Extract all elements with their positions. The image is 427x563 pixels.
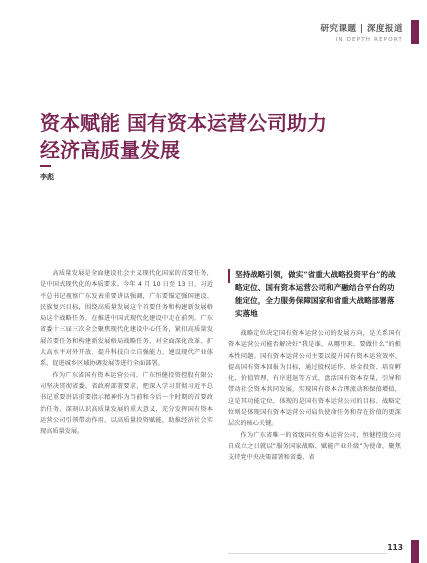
pull-quote-bar	[228, 269, 230, 283]
header-accent-bar	[411, 20, 419, 44]
body-paragraph-1: 高质量发展是全面建设社会主义现代化国家的首要任务，是中国式现代化的本质要求。今年 4 月 10 日至 13 日，习近平总书记视察广东发表重要讲话强调，广东要锚定强国建设、民族复兴目标，围绕高质量发展这个首要任务和构建新发展格局这个战略任务，在推进中国式现代化建设中走在前列。广东省委十三届三次全会聚焦现代化建设中心任务，紧扣高质量发展首要任务和构建新发展格局战略任务，对全面深化改革、扩大高水平对外开放、提升科技自立自强能力、建设现代产业体系、促进城乡区域协调发展等进行全面部署。	[40, 270, 213, 368]
pull-quote	[228, 268, 401, 320]
article-title-line-1: 资本赋能 国有资本运营公司助力	[40, 111, 327, 135]
footer-accent-bar	[411, 540, 419, 563]
left-column	[40, 268, 213, 437]
footer-rule	[228, 553, 387, 554]
right-column	[228, 268, 401, 464]
body-paragraph-4: 作为广东省唯一的省级国有资本运营公司，恒健控股公司自成立之日就以“服务国家战略、赋能产业升级”为使命，聚焦支持党中央决策部署和省委、省	[228, 431, 401, 462]
article-title-line-2: 经济高质量发展	[40, 138, 180, 162]
title-divider	[40, 165, 51, 167]
running-header	[320, 22, 403, 43]
author-name: 李彪	[40, 173, 54, 181]
header-section-title: 研究课题 | 深度报道	[320, 24, 403, 34]
header-section-subtitle: IN DEPTH REPORT	[335, 37, 403, 43]
body-paragraph-3: 战略定位决定国有资本运营公司的发展方向，是关系国有资本运营公司能否解决好“我是谁，从哪里来，要做什么”的根本性问题。国有资本运营公司主要以提升国有资本运营效率、提高国有资本回报为目标，通过股权运作、基金投资、培育孵化、价值管理、有序进退等方式，盘活国有资本存量，引导和带动社会资本共同发展，实现国有资本合理流动和保值增值，这是其功能定位，体现的是国有资本运营公司的目标、战略定位则是体现国有资本运营公司肩负使命任务和存在价值的更深层次的核心关键。	[228, 330, 401, 428]
article-title	[40, 110, 327, 164]
body-paragraph-2: 作为广东省国有资本运营公司，广东恒健投资控股有限公司坚决贯彻省委、省政府部署要求，把深入学习贯彻习近平总书记重要讲话重要指示精神作为当前和今后一个时期的首要政治任务，深刻认识高质量发展的重大意义，充分发挥国有资本运营公司引领带动作用，以高质量投资赋能，助推经济社会实现高质量发展。	[40, 371, 213, 436]
page-number: 113	[387, 543, 403, 552]
pull-quote-text: 坚持战略引领，做实“省重大战略投资平台”的战略定位、国有资本运营公司和产融结合平台的功能定位，全力服务保障国家和省重大战略部署落实落地	[235, 270, 396, 318]
